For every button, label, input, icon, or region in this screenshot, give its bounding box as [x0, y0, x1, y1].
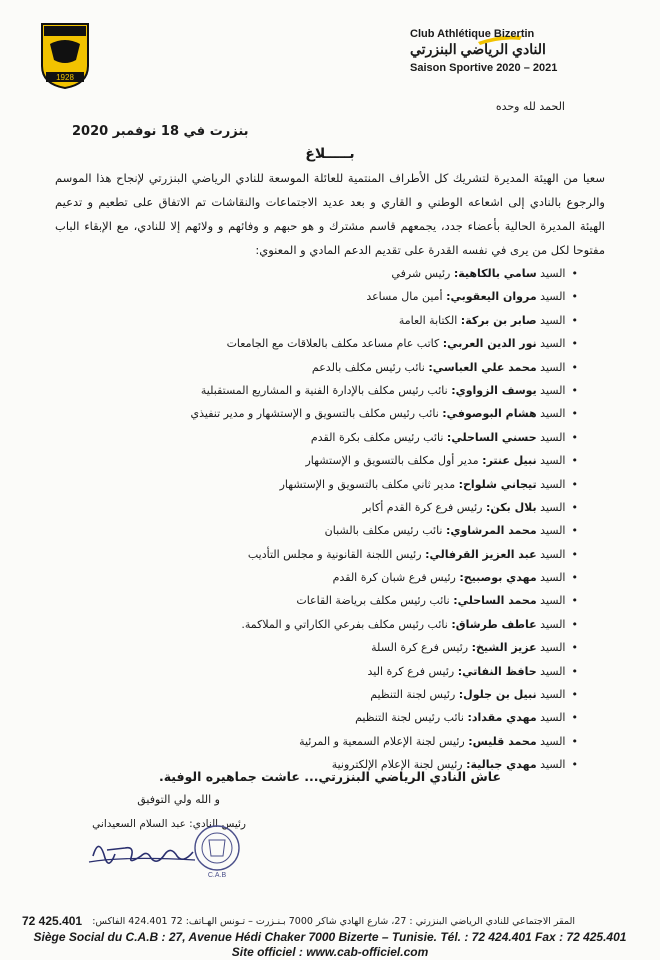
member-role: رئيس فرع كرة السلة — [371, 641, 469, 655]
member-prefix: السيد — [540, 524, 566, 538]
member-prefix: السيد — [540, 617, 566, 631]
member-prefix: السيد — [540, 547, 566, 561]
member-name: عبد العزيز القرفالي: — [425, 547, 537, 561]
member-prefix: السيد — [540, 454, 566, 468]
club-logo — [40, 22, 90, 90]
bullet-icon: • — [571, 571, 578, 585]
member-name: محمد علي العباسي: — [428, 360, 537, 374]
member-name: هشام البوصوفي: — [442, 407, 537, 421]
member-item — [58, 332, 578, 355]
member-item — [58, 262, 578, 285]
member-role: رئيس فرع كرة القدم أكابر — [362, 500, 483, 514]
member-role: رئيس شرفي — [391, 267, 451, 280]
member-name: مهدي جبالية: — [466, 758, 537, 772]
member-item — [58, 730, 578, 753]
member-name: عاطف طرشاق: — [451, 617, 537, 631]
bullet-icon: • — [571, 734, 578, 748]
member-name: تيجاني شلواح: — [458, 477, 537, 491]
praise-line: الحمد لله وحده — [495, 100, 565, 113]
member-name: محمد الساحلي: — [453, 594, 537, 608]
member-role: نائب رئيس مكلف بالإدارة الفنية و المشاريع المستقبلية — [200, 383, 448, 397]
member-prefix: السيد — [540, 688, 566, 702]
member-name: بلال بكن: — [485, 500, 537, 514]
member-name: حسني الساحلي: — [446, 430, 537, 444]
member-item — [58, 426, 578, 449]
season-label: Saison Sportive 2020 – 2021 — [410, 62, 558, 74]
bullet-icon: • — [571, 547, 578, 561]
member-item — [58, 613, 578, 636]
member-role: نائب رئيس مكلف بكرة القدم — [310, 430, 444, 444]
member-role: نائب رئيس مكلف برياضة القاعات — [296, 594, 450, 608]
member-role: رئيس لجنة الإعلام السمعية و المرئية — [299, 734, 465, 748]
member-role: نائب رئيس لجنة التنظيم — [355, 711, 464, 725]
member-prefix: السيد — [540, 407, 566, 421]
member-item — [58, 496, 578, 519]
member-prefix: السيد — [540, 337, 566, 351]
member-item — [58, 379, 578, 402]
member-item — [58, 309, 578, 332]
footer-website: Site officiel : www.cab-officiel.com — [231, 945, 429, 959]
member-name: محمد المرشاوي: — [445, 524, 537, 538]
member-role: نائب رئيس مكلف بالشبان — [324, 524, 443, 538]
member-prefix: السيد — [540, 500, 566, 514]
member-name: عزيز الشيخ: — [471, 641, 537, 655]
bullet-icon: • — [571, 524, 578, 538]
member-prefix: السيد — [540, 313, 566, 327]
bullet-icon: • — [571, 688, 578, 702]
member-role: رئيس فرع شبان كرة القدم — [332, 571, 456, 585]
member-role: رئيس لجنة الإعلام الإلكترونية — [331, 758, 463, 772]
president-signature — [85, 826, 200, 876]
bullet-icon: • — [571, 477, 578, 491]
member-item — [58, 566, 578, 589]
member-role: رئيس لجنة التنظيم — [370, 688, 456, 702]
member-prefix: السيد — [540, 430, 566, 444]
member-prefix: السيد — [540, 664, 566, 678]
member-role: الكتابة العامة — [398, 313, 458, 327]
footer-address-ar: المقر الاجتماعي للنادي الرياضي البنزرتي : 27، شارع الهادي شاكر 7000 بـنـزرت – تـونس الهـاتف: 72 424.401 الفاكس: — [92, 916, 575, 927]
bullet-icon: • — [571, 594, 578, 608]
member-prefix: السيد — [540, 360, 566, 374]
member-name: نبيل عنتر: — [482, 454, 537, 468]
bullet-icon: • — [571, 500, 578, 514]
member-name: مروان اليعقوبي: — [446, 290, 537, 304]
member-role: كاتب عام مساعد مكلف بالعلاقات مع الجامعات — [226, 337, 440, 351]
bullet-icon: • — [571, 758, 578, 772]
member-name: مهدي مقداد: — [467, 711, 537, 725]
club-stamp — [192, 820, 242, 880]
member-name: مهدي بوصبيح: — [459, 571, 537, 585]
letter-date: بنزرت في 18 نوفمبر 2020 — [72, 124, 249, 139]
bullet-icon: • — [571, 313, 578, 327]
bullet-icon: • — [571, 617, 578, 631]
stamp-label: C.A.B — [207, 872, 227, 879]
bullet-icon: • — [571, 711, 578, 725]
member-item — [58, 706, 578, 729]
member-name: حافظ النفاتي: — [457, 664, 537, 678]
member-item — [58, 543, 578, 566]
member-item — [58, 449, 578, 472]
bullet-icon: • — [571, 641, 578, 655]
member-item — [58, 473, 578, 496]
member-item — [58, 285, 578, 308]
footer-address-fr: Siège Social du C.A.B : 27, Avenue Hédi Chaker 7000 Bizerte – Tunisie. Tél. : 72 424.401 Fax : 72 425.401 — [33, 930, 627, 944]
bullet-icon: • — [571, 267, 578, 280]
president-name: رئيس النادي: عبد السلام السعيداني — [92, 818, 246, 830]
member-prefix: السيد — [540, 267, 566, 280]
member-prefix: السيد — [540, 594, 566, 608]
member-item — [58, 636, 578, 659]
member-name: سامي بالكاهية: — [453, 267, 537, 280]
bullet-icon: • — [571, 360, 578, 374]
closing-motto: عاش النادي الرياضي البنزرتي... عاشت جماهيره الوفية. — [158, 769, 502, 784]
member-name: يوسف الزواوي: — [451, 383, 537, 397]
member-role: نائب رئيس مكلف بالدعم — [311, 360, 425, 374]
member-role: مدير أول مكلف بالتسويق و الإستشهار — [305, 454, 479, 468]
member-prefix: السيد — [540, 571, 566, 585]
member-item — [58, 519, 578, 542]
member-name: محمد قليس: — [468, 734, 537, 748]
member-item — [58, 683, 578, 706]
member-prefix: السيد — [540, 758, 566, 772]
member-item — [58, 402, 578, 425]
letter-title: بـــــلاغ — [305, 146, 355, 162]
member-item — [58, 589, 578, 612]
member-role: رئيس فرع كرة اليد — [367, 664, 455, 678]
member-item — [58, 356, 578, 379]
member-prefix: السيد — [540, 641, 566, 655]
bullet-icon: • — [571, 337, 578, 351]
member-item — [58, 660, 578, 683]
footer-fax: 72 425.401 — [22, 914, 83, 928]
member-role: نائب رئيس مكلف بفرعي الكاراتي و الملاكمة. — [241, 617, 448, 631]
members-list — [58, 262, 578, 777]
bullet-icon: • — [571, 664, 578, 678]
member-prefix: السيد — [540, 383, 566, 397]
member-name: صابر بن بركة: — [460, 313, 537, 327]
member-prefix: السيد — [540, 734, 566, 748]
member-role: أمين مال مساعد — [366, 290, 443, 304]
closing-blessing: و الله ولي التوفيق — [137, 793, 220, 806]
bullet-icon: • — [571, 290, 578, 304]
letter-intro: سعيا من الهيئة المديرة لتشريك كل الأطراف المنتمية للعائلة الموسعة للنادي الرياضي البنزرتي لإنجاح هذا الموسم والرجوع بالنادي إلى اشعاعه الوطني و القاري و بعد عديد الاجتماعات والنقاشات تم الاتفاق على تطعيم و تدعيم الهيئة المديرة الحالية بأعضاء جدد، يجمعهم قاسم مشترك و هو حبهم و وفائهم و ولائهم إلا للنادي، مع الإبقاء الباب مفتوحا لكل من يرى في نفسه القدرة على تقديم الدعم المادي و المعنوي: — [55, 171, 605, 257]
club-name-ar: النادي الرياضي البنزرتي — [410, 41, 546, 57]
member-role: رئيس اللجنة القانونية و مجلس التأديب — [247, 547, 422, 561]
bullet-icon: • — [571, 454, 578, 468]
bullet-icon: • — [571, 430, 578, 444]
logo-year: 1928 — [56, 73, 74, 82]
club-name-fr: Club Athlétique Bizertin — [410, 28, 535, 40]
member-role: مدير ثاني مكلف بالتسويق و الإستشهار — [279, 477, 456, 491]
bullet-icon: • — [571, 383, 578, 397]
member-name: نبيل بن جلول: — [458, 688, 537, 702]
member-name: نور الدين العربي: — [442, 337, 537, 351]
member-role: نائب رئيس مكلف بالتسويق و الإستشهار و مدير تنفيذي — [190, 407, 439, 421]
member-prefix: السيد — [540, 477, 566, 491]
bullet-icon: • — [571, 407, 578, 421]
member-prefix: السيد — [540, 290, 566, 304]
member-prefix: السيد — [540, 711, 566, 725]
